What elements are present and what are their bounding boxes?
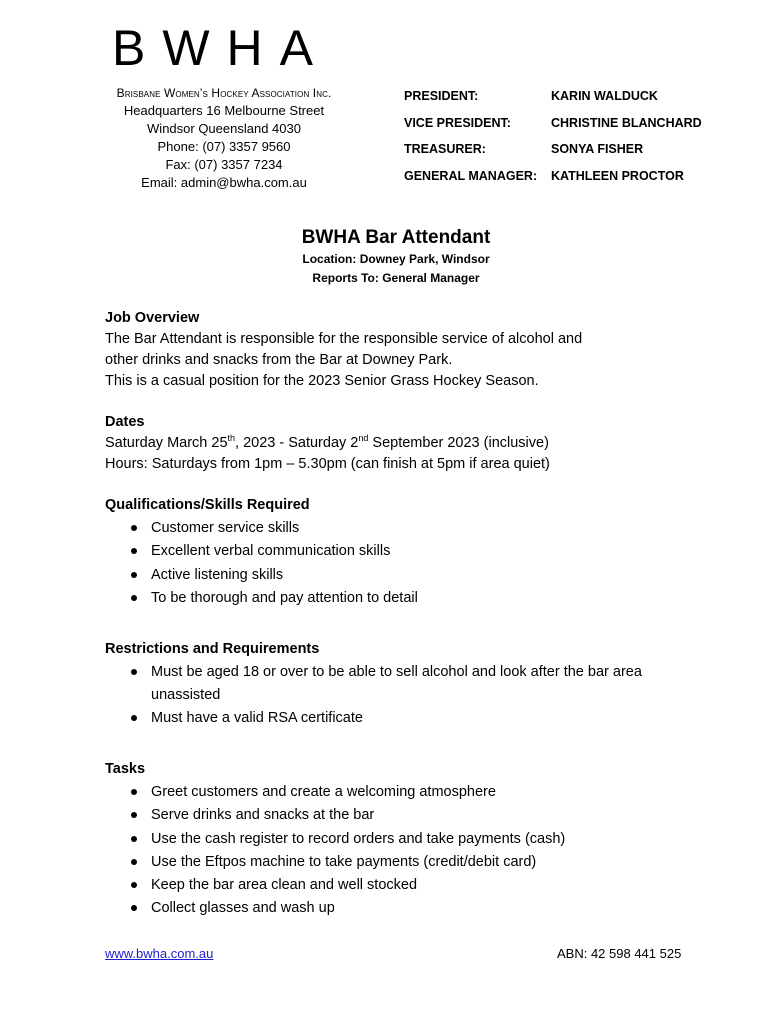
bullet-icon — [131, 595, 137, 601]
dates-section — [105, 412, 705, 475]
list-item: Excellent verbal communication skills — [105, 540, 705, 563]
list-item: To be thorough and pay attention to detail — [105, 587, 705, 610]
hours-line: Hours: Saturdays from 1pm – 5.30pm (can finish at 5pm if area quiet) — [105, 456, 550, 472]
tasks-list — [105, 781, 705, 920]
bullet-icon — [131, 859, 137, 865]
list-item: Serve drinks and snacks at the bar — [105, 804, 705, 827]
officer-row — [404, 169, 702, 196]
job-location: Location: Downey Park, Windsor — [302, 252, 490, 266]
bullet-icon — [131, 905, 137, 911]
list-item: Keep the bar area clean and well stocked — [105, 874, 705, 897]
org-contact-block — [96, 84, 352, 192]
job-reports-to: Reports To: General Manager — [312, 271, 480, 285]
section-heading: Tasks — [105, 761, 146, 777]
bullet-icon — [131, 525, 137, 531]
bwha-logo: BWHA — [112, 20, 330, 76]
officer-name: KATHLEEN PROCTOR — [551, 168, 684, 183]
overview-line: This is a casual position for the 2023 Senior Grass Hockey Season. — [105, 373, 539, 389]
overview-line: other drinks and snacks from the Bar at Downey Park. — [105, 352, 453, 368]
org-name: Brisbane Women’s Hockey Association Inc. — [116, 86, 332, 100]
section-heading: Qualifications/Skills Required — [105, 497, 310, 513]
officer-role: GENERAL MANAGER: — [404, 168, 538, 183]
officer-role: VICE PRESIDENT: — [404, 115, 511, 130]
website-link[interactable]: www.bwha.com.au — [105, 946, 214, 961]
tasks-section — [105, 759, 705, 921]
job-overview-section — [105, 308, 705, 392]
officer-row — [404, 142, 702, 169]
qualifications-section — [105, 495, 705, 610]
bullet-icon — [131, 669, 137, 675]
fax-number: Fax: (07) 3357 7234 — [165, 157, 283, 172]
email-address: Email: admin@bwha.com.au — [141, 175, 307, 190]
bullet-icon — [131, 572, 137, 578]
officer-row — [404, 89, 702, 116]
list-item: Use the Eftpos machine to take payments (credit/debit card) — [105, 851, 705, 874]
list-item: Collect glasses and wash up — [105, 897, 705, 920]
list-item: Greet customers and create a welcoming atmosphere — [105, 781, 705, 804]
abn-number: ABN: 42 598 441 525 — [557, 946, 682, 961]
officer-role: PRESIDENT: — [404, 89, 479, 103]
bullet-icon — [131, 836, 137, 842]
officer-row — [404, 116, 702, 143]
address-line-2: Windsor Queensland 4030 — [147, 121, 301, 136]
section-heading: Dates — [105, 414, 145, 430]
officer-name: KARIN WALDUCK — [551, 89, 658, 103]
restrictions-section — [105, 639, 705, 730]
officer-name: CHRISTINE BLANCHARD — [551, 115, 702, 130]
officer-name: SONYA FISHER — [551, 142, 644, 156]
list-item: Active listening skills — [105, 564, 705, 587]
bullet-icon — [131, 548, 137, 554]
restrictions-list — [105, 661, 705, 729]
job-title: BWHA Bar Attendant — [301, 227, 491, 248]
phone-number: Phone: (07) 3357 9560 — [157, 139, 291, 154]
address-line-1: Headquarters 16 Melbourne Street — [123, 103, 325, 118]
bullet-icon — [131, 789, 137, 795]
section-heading: Restrictions and Requirements — [105, 641, 320, 657]
qualifications-list — [105, 517, 705, 609]
job-title-block — [0, 226, 770, 288]
list-item: Must be aged 18 or over to be able to sell alcohol and look after the bar area unassisted — [105, 661, 705, 706]
list-item: Use the cash register to record orders and take payments (cash) — [105, 828, 705, 851]
list-item: Must have a valid RSA certificate — [105, 707, 705, 730]
bullet-icon — [131, 882, 137, 888]
list-item: Customer service skills — [105, 517, 705, 540]
officers-list — [404, 89, 702, 195]
date-range: Saturday March 25th, 2023 - Saturday 2nd September 2023 (inclusive) — [105, 433, 549, 451]
section-heading: Job Overview — [105, 310, 200, 326]
bullet-icon — [131, 812, 137, 818]
bullet-icon — [131, 715, 137, 721]
officer-role: TREASURER: — [404, 142, 486, 156]
overview-line: The Bar Attendant is responsible for the responsible service of alcohol and — [105, 331, 583, 347]
